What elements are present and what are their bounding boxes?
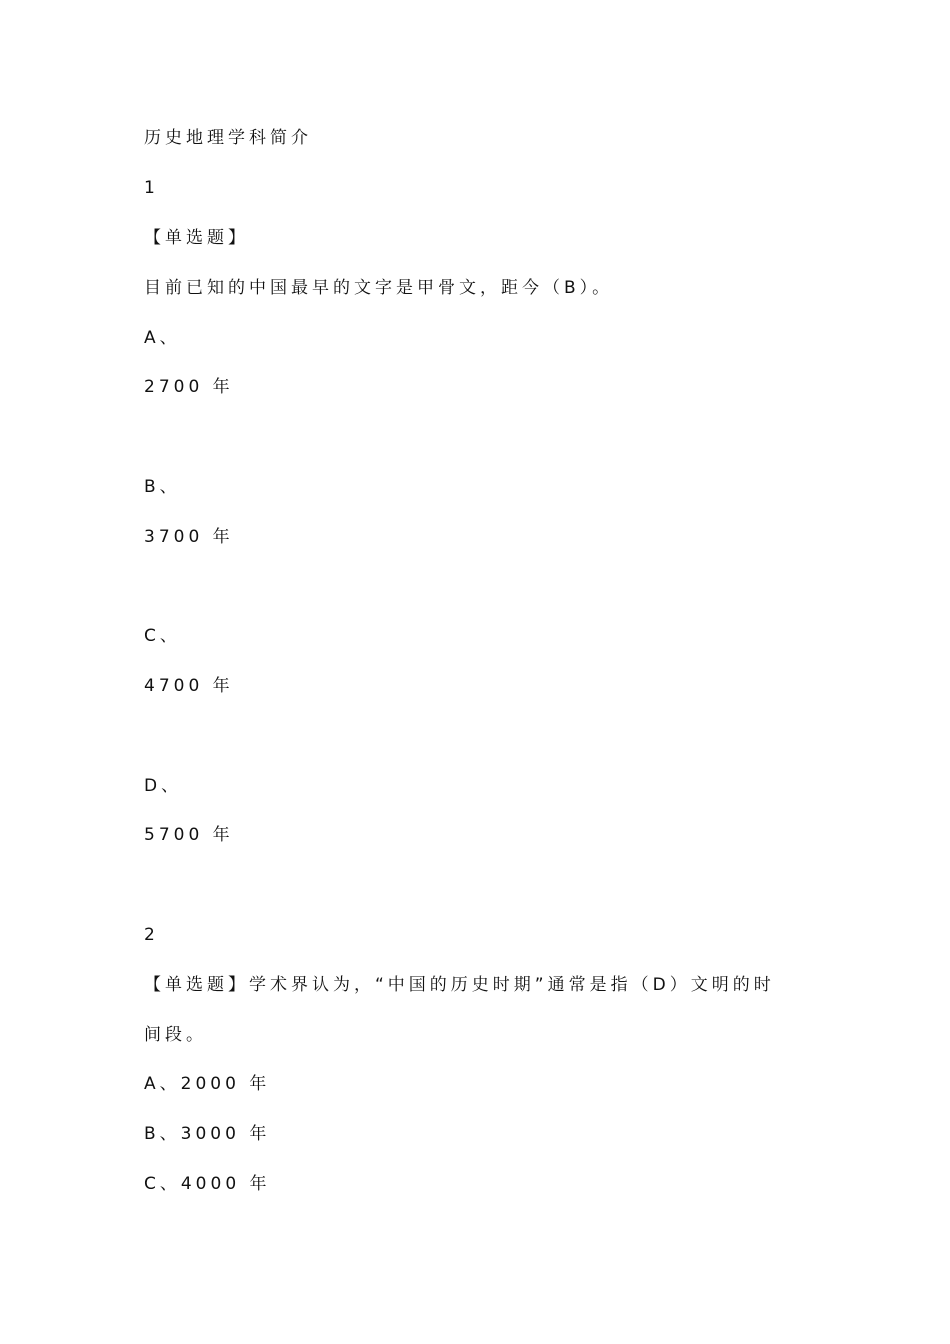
option-text: 5700 年 (144, 825, 234, 845)
question-stem: 目前已知的中国最早的文字是甲骨文，距今（B）。 (144, 278, 614, 298)
question-type-label: 【单选题】 (144, 228, 249, 248)
option-text: 2700 年 (144, 377, 234, 397)
option-letter: B、 (144, 477, 181, 497)
option-letter: D、 (144, 776, 183, 796)
option-text: 3700 年 (144, 527, 234, 547)
option-line: A、2000 年 (144, 1074, 271, 1094)
option-letter: A、 (144, 328, 181, 348)
option-letter: C、 (144, 626, 181, 646)
question-number: 1 (144, 178, 159, 198)
question-number: 2 (144, 925, 159, 945)
question-stem: 【单选题】学术界认为，“中国的历史时期”通常是指（D）文明的时 (144, 975, 775, 995)
option-text: 4700 年 (144, 676, 234, 696)
question-stem-continuation: 间段。 (144, 1025, 207, 1045)
option-line: B、3000 年 (144, 1124, 271, 1144)
option-line: C、4000 年 (144, 1174, 271, 1194)
document-title: 历史地理学科简介 (144, 128, 312, 148)
